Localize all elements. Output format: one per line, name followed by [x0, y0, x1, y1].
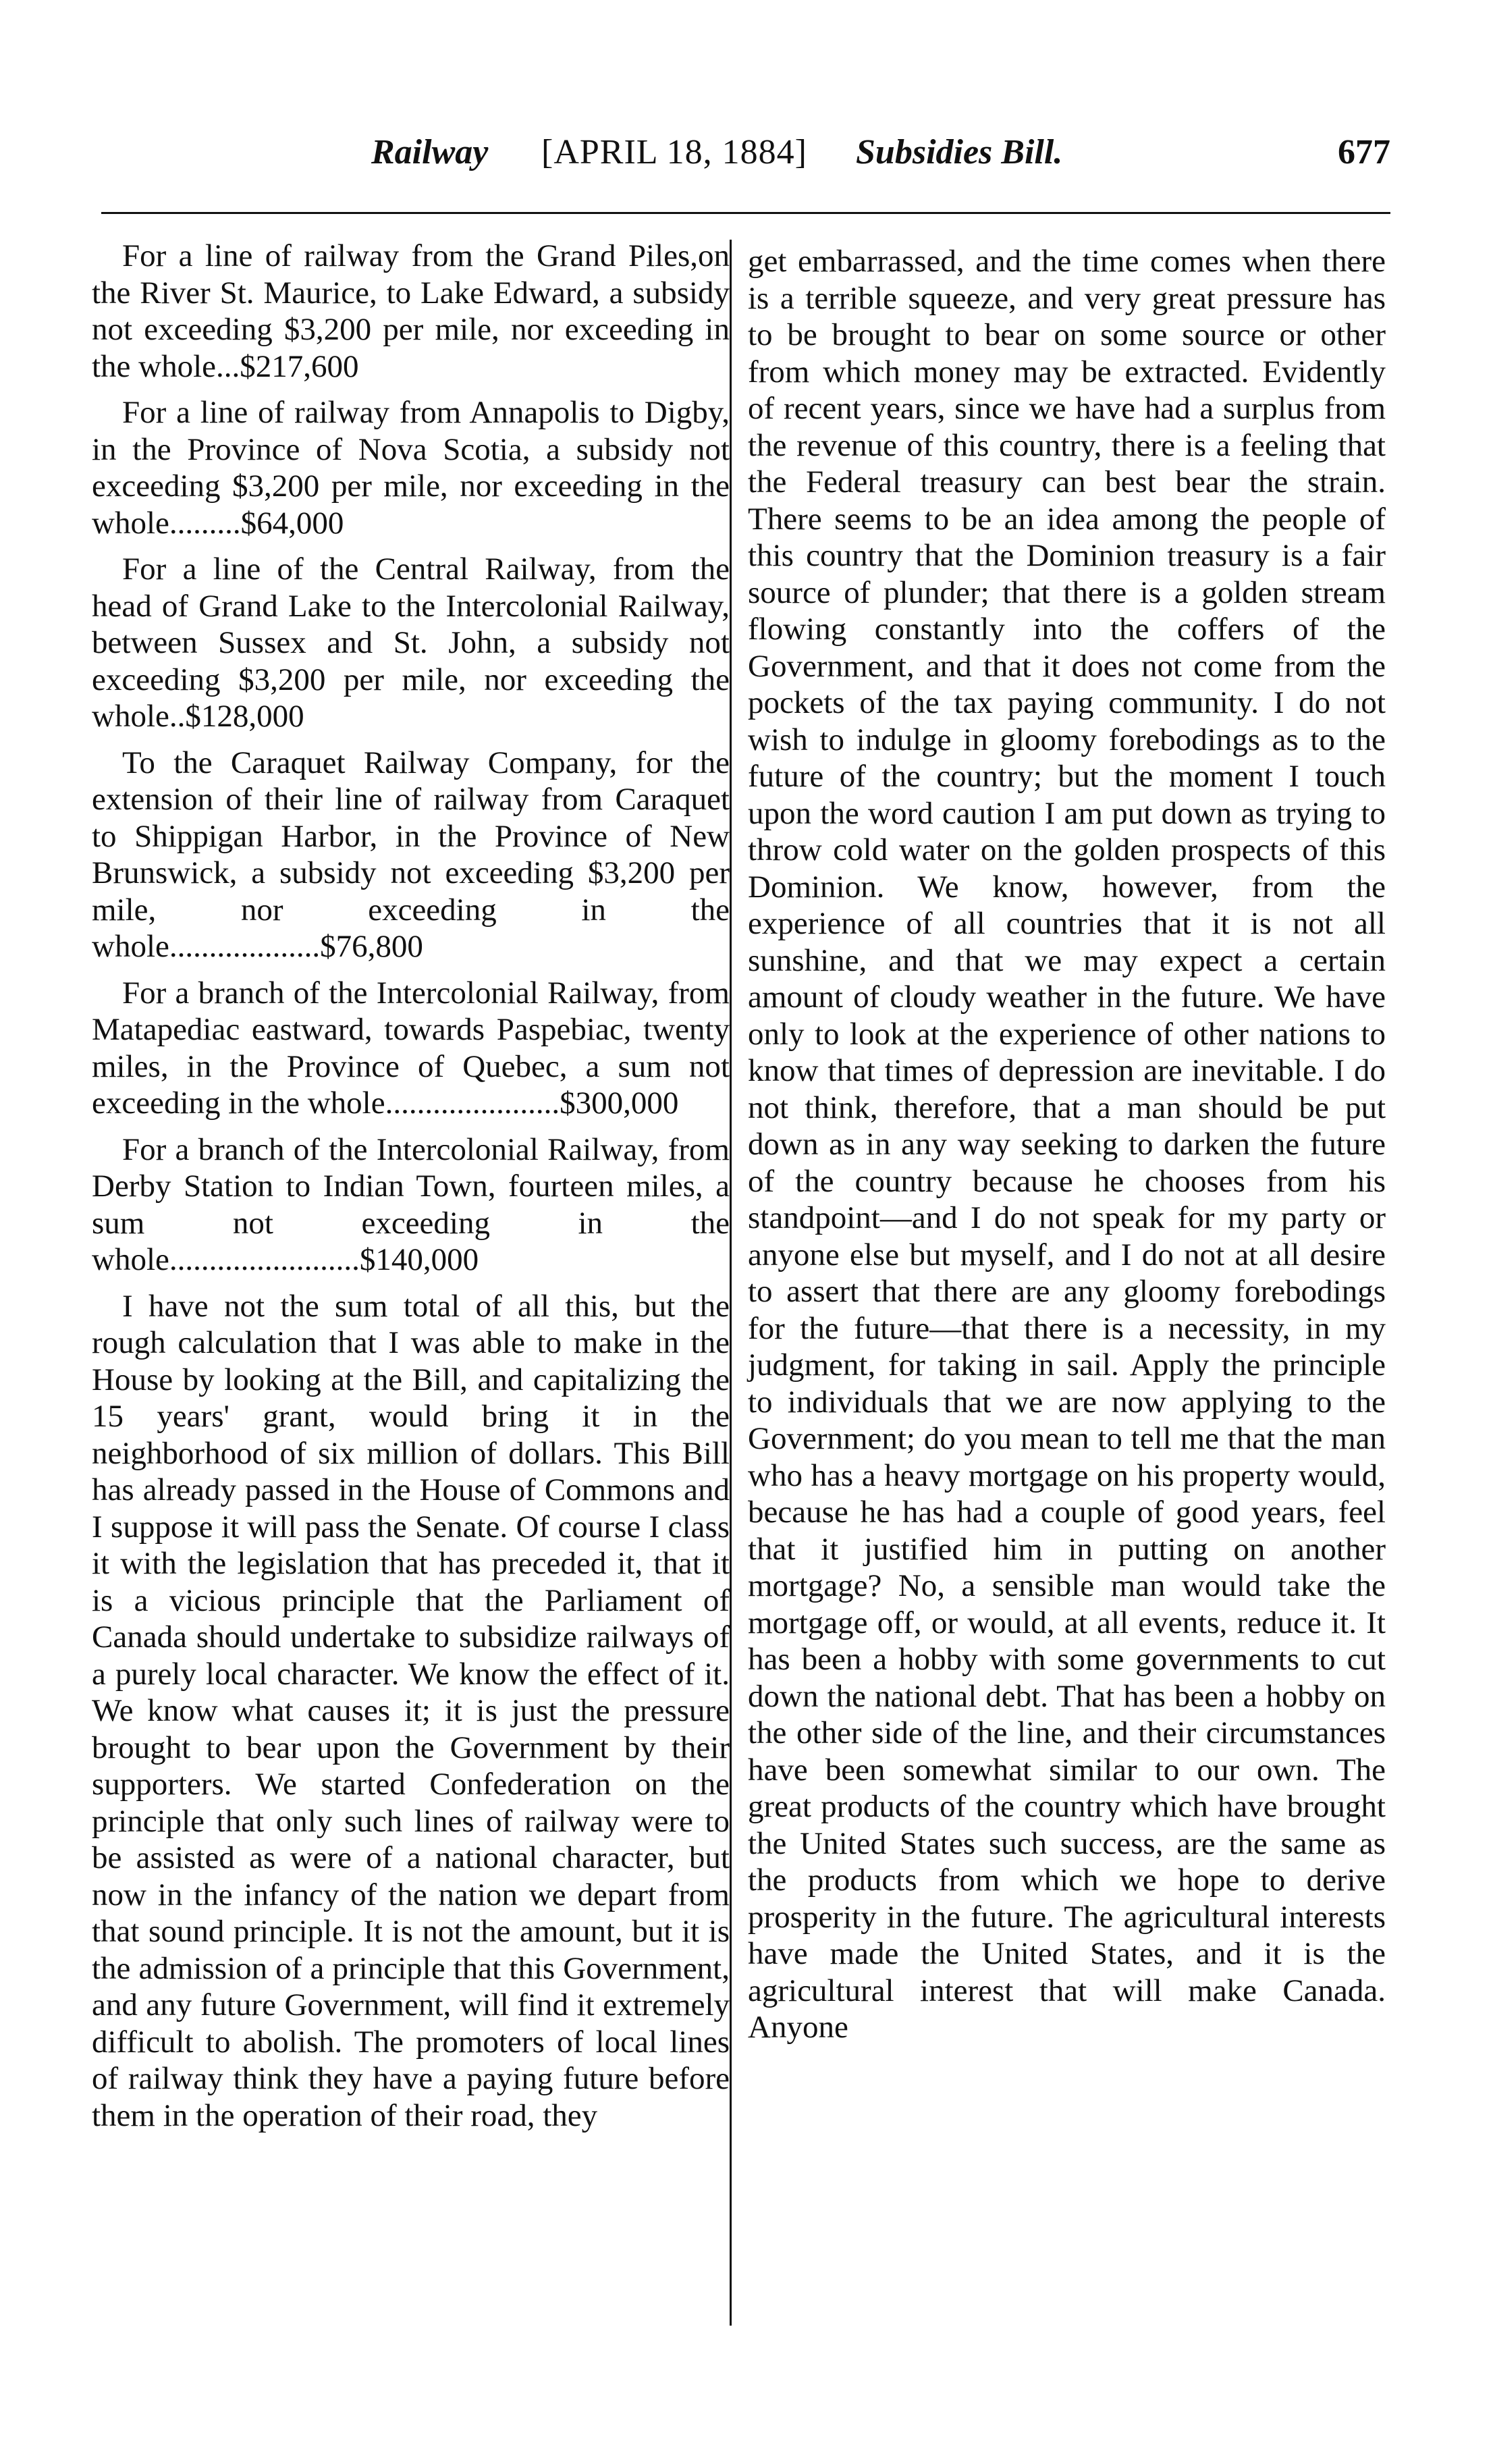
- column-divider: [730, 240, 732, 2326]
- paragraph: For a line of railway from Annapolis to Digby, in the Province of Nova Scotia, a subsidy not exceeding $3,200 per mile, nor exceeding in the whole.........$64,000: [92, 395, 730, 541]
- paragraph: For a branch of the Intercolonial Railway, from Derby Station to Indian Town, fourteen miles, a sum not exceeding in the whole........................$140,000: [92, 1131, 730, 1277]
- paragraph: For a branch of the Intercolonial Railway, from Matapediac eastward, towards Paspebiac, twenty miles, in the Province of Quebec, a sum not exceeding in the whole......................$300,000: [92, 975, 730, 1121]
- paragraph: get embarrassed, and the time comes when there is a terrible squeeze, and very great pressure has to be brought to bear on some source or other from which money may be extracted. Evidently of recent years, since we have had a surplus from the revenue of this country, there is a feeling that the Federal treasury can best bear the strain. There seems to be an idea among the people of this country that the Dominion treasury is a fair source of plunder; that there is a golden stream flowing constantly into the coffers of the Government, and that it does not come from the pockets of the tax paying community. I do not wish to indulge in gloomy forebodings as to the future of the country; but the moment I touch upon the word caution I am put down as trying to throw cold water on the golden prospects of this Dominion. We know, however, from the experience of all countries that it is not all sunshine, and that we may expect a certain amount of cloudy weather in the future. We have only to look at the experience of other nations to know that times of depression are inevitable. I do not think, therefore, that a man should be put down as in any way seeking to darken the future of the country because he chooses from his standpoint—and I do not speak for my party or anyone else but myself, and I do not at all desire to assert that there are any gloomy forebodings for the future—that there is a necessity, in my judgment, for taking in sail. Apply the principle to individuals that we are now applying to the Government; do you mean to tell me that the man who has a heavy mortgage on his property would, because he has had a couple of good years, feel that it justified him in putting on another mortgage? No, a sensible man would take the mortgage off, or would, at all events, reduce it. It has been a hobby with some governments to cut down the national debt. That has been a hobby on the other side of the line, and their circumstances have been somewhat similar to our own. The great products of the country which have brought the United States such success, are the same as the products from which we hope to derive prosperity in the future. The agricultural interests have made the United States, and it is the agricultural interest that will make Canada. Anyone: [748, 244, 1386, 2045]
- running-header: [101, 126, 1390, 180]
- paragraph: I have not the sum total of all this, but the rough calculation that I was able to make in the House by looking at the Bill, and capitalizing the 15 years' grant, would bring it in the neighborhood of six million of dollars. This Bill has already passed in the House of Commons and I suppose it will pass the Senate. Of course I class it with the legislation that has preceded it, that it is a vicious principle that the Parliament of Canada should undertake to subsidize railways of a purely local character. We know the effect of it. We know what causes it; it is just the pressure brought to bear upon the Government by their supporters. We started Confederation on the principle that only such lines of railway were to be assisted as were of a national character, but now in the infancy of the nation we depart from that sound principle. It is not the amount, but it is the admission of a principle that this Government, and any future Government, will find it extremely difficult to abolish. The promoters of local lines of railway think they have a paying future before them in the operation of their road, they: [92, 1288, 730, 2133]
- right-column: [748, 243, 1386, 2046]
- header-date: [APRIL 18, 1884]: [541, 133, 807, 171]
- left-column: [92, 238, 730, 2134]
- header-left: Railway: [371, 133, 489, 171]
- header-right: Subsidies Bill.: [856, 133, 1063, 171]
- paragraph: To the Caraquet Railway Company, for the extension of their line of railway from Caraquet to Shippigan Harbor, in the Province of New Brunswick, a subsidy not exceeding $3,200 per mile, nor exceeding in the whole...................$76,800: [92, 745, 730, 964]
- paragraph: For a line of railway from the Grand Piles,on the River St. Maurice, to Lake Edward, a subsidy not exceeding $3,200 per mile, nor exceeding in the whole...$217,600: [92, 238, 730, 384]
- paragraph: For a line of the Central Railway, from the head of Grand Lake to the Intercolonial Railway, between Sussex and St. John, a subsidy not exceeding $3,200 per mile, nor exceeding the whole..$128,000: [92, 552, 730, 734]
- page-number: 677: [1338, 133, 1390, 171]
- header-rule: [101, 212, 1390, 214]
